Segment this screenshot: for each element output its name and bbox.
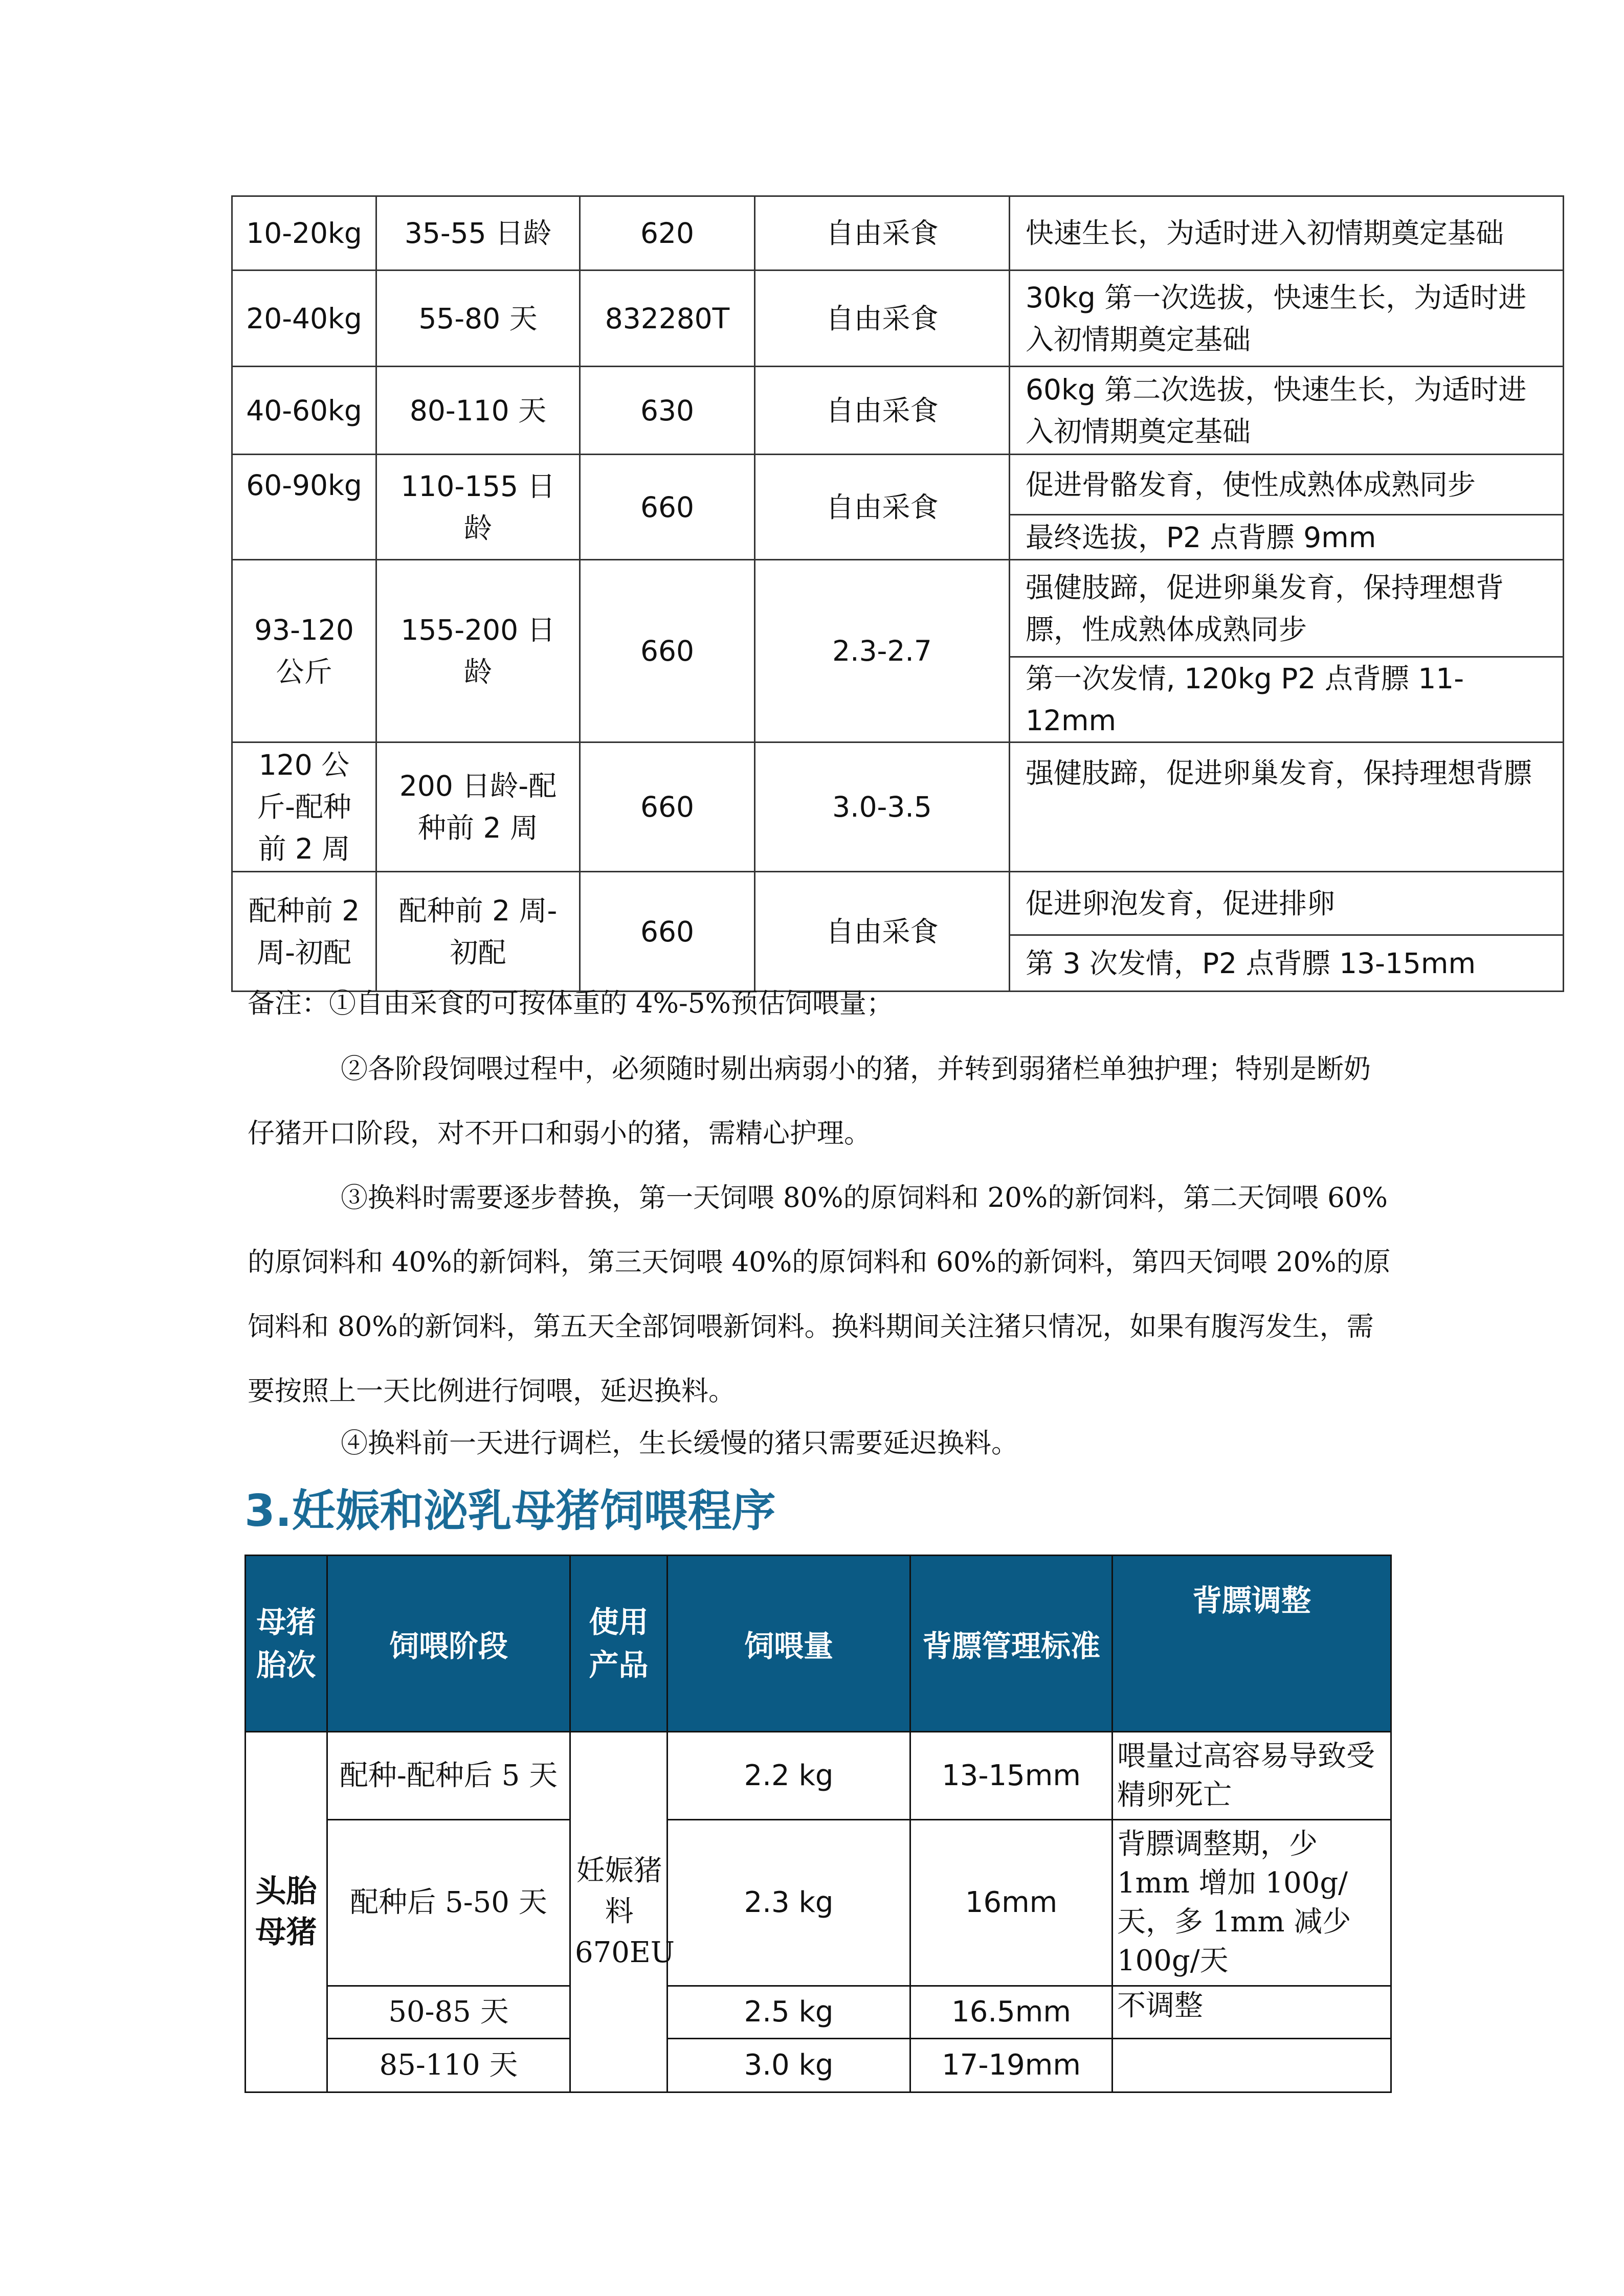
adjust-cell <box>1113 2039 1391 2092</box>
stage-cell: 50-85 天 <box>327 1986 570 2039</box>
goal-cell: 最终选拔，P2 点背膘 9mm <box>1010 515 1564 560</box>
age-cell: 200 日龄-配种前 2 周 <box>376 742 580 872</box>
product-cell: 620 <box>580 196 755 271</box>
goal-cell: 强健肢蹄，促进卵巢发育，保持理想背膘 <box>1010 742 1564 872</box>
age-cell: 35-55 日龄 <box>376 196 580 271</box>
amount-cell: 2.5 kg <box>668 1986 910 2039</box>
note-2: ②各阶段饲喂过程中，必须随时剔出病弱小的猪，并转到弱猪栏单独护理；特别是断奶仔猪开口阶段，对不开口和弱小的猪，需精心护理。 <box>248 1053 1371 1149</box>
header-backfat: 背膘管理标准 <box>910 1556 1113 1732</box>
weight-cell: 60-90kg <box>232 455 376 560</box>
goal-cell: 第 3 次发情，P2 点背膘 13-15mm <box>1010 935 1564 992</box>
table-row <box>232 271 1564 367</box>
goal-cell: 60kg 第二次选拔，快速生长，为适时进入初情期奠定基础 <box>1010 367 1564 455</box>
age-cell: 110-155 日龄 <box>376 455 580 560</box>
table-header-row <box>246 1556 1391 1732</box>
feed-cell: 自由采食 <box>755 196 1010 271</box>
product-cell: 832280T <box>580 271 755 367</box>
age-cell: 配种前 2 周-初配 <box>376 872 580 992</box>
product-cell: 妊娠猪料 670EU <box>570 1732 668 2092</box>
table-row <box>232 455 1564 515</box>
weight-cell: 10-20kg <box>232 196 376 271</box>
sow-feeding-table <box>244 1555 1392 2093</box>
table-row <box>246 1820 1391 1986</box>
table-row <box>232 560 1564 657</box>
weight-cell: 93-120 公斤 <box>232 560 376 742</box>
feed-cell: 自由采食 <box>755 367 1010 455</box>
age-cell: 55-80 天 <box>376 271 580 367</box>
note-1: 备注：①自由采食的可按体重的 4%-5%预估饲喂量； <box>248 988 894 1019</box>
weight-cell: 120 公斤-配种前 2 周 <box>232 742 376 872</box>
stage-cell: 配种后 5-50 天 <box>327 1820 570 1986</box>
goal-cell: 促进卵泡发育，促进排卵 <box>1010 872 1564 935</box>
feed-cell: 2.3-2.7 <box>755 560 1010 742</box>
note-3: ③换料时需要逐步替换，第一天饲喂 80%的原饲料和 20%的新饲料，第二天饲喂 60%的原饲料和 40%的新饲料，第三天饲喂 40%的原饲料和 60%的新饲料，第四天饲喂 20%的原饲料和 80%的新饲料，第五天全部饲喂新饲料。换料期间关注猪只情况，如果有腹泻发生，需要按照上一天比例进行饲喂，延迟换料。 <box>248 1182 1391 1407</box>
weight-cell: 配种前 2 周-初配 <box>232 872 376 992</box>
weight-cell: 20-40kg <box>232 271 376 367</box>
header-amount: 饲喂量 <box>668 1556 910 1732</box>
parity-cell: 头胎母猪 <box>246 1732 327 2092</box>
table-row <box>232 742 1564 872</box>
section-heading: 3.妊娠和泌乳母猪饲喂程序 <box>244 1485 776 1537</box>
table-row <box>232 872 1564 935</box>
product-cell: 660 <box>580 560 755 742</box>
age-cell: 155-200 日龄 <box>376 560 580 742</box>
adjust-cell: 背膘调整期，少 1mm 增加 100g/天，多 1mm 减少 100g/天 <box>1113 1820 1391 1986</box>
header-adjust: 背膘调整 <box>1113 1556 1391 1732</box>
goal-cell: 强健肢蹄，促进卵巢发育，保持理想背膘，性成熟体成熟同步 <box>1010 560 1564 657</box>
adjust-cell: 喂量过高容易导致受精卵死亡 <box>1113 1732 1391 1820</box>
note-4: ④换料前一天进行调栏，生长缓慢的猪只需要延迟换料。 <box>341 1428 1018 1459</box>
amount-cell: 2.3 kg <box>668 1820 910 1986</box>
table-row <box>246 2039 1391 2092</box>
adjust-cell: 不调整 <box>1113 1986 1391 2039</box>
gilt-feeding-table <box>231 195 1564 992</box>
goal-cell: 快速生长，为适时进入初情期奠定基础 <box>1010 196 1564 271</box>
product-cell: 660 <box>580 872 755 992</box>
feed-cell: 3.0-3.5 <box>755 742 1010 872</box>
header-parity: 母猪胎次 <box>246 1556 327 1732</box>
product-cell: 660 <box>580 455 755 560</box>
table-row <box>246 1986 1391 2039</box>
feed-cell: 自由采食 <box>755 271 1010 367</box>
weight-cell: 40-60kg <box>232 367 376 455</box>
amount-cell: 3.0 kg <box>668 2039 910 2092</box>
backfat-cell: 16mm <box>910 1820 1113 1986</box>
amount-cell: 2.2 kg <box>668 1732 910 1820</box>
header-stage: 饲喂阶段 <box>327 1556 570 1732</box>
header-product: 使用产品 <box>570 1556 668 1732</box>
backfat-cell: 17-19mm <box>910 2039 1113 2092</box>
goal-cell: 30kg 第一次选拔，快速生长，为适时进入初情期奠定基础 <box>1010 271 1564 367</box>
table-row <box>246 1732 1391 1820</box>
product-cell: 630 <box>580 367 755 455</box>
backfat-cell: 16.5mm <box>910 1986 1113 2039</box>
feed-cell: 自由采食 <box>755 872 1010 992</box>
feed-cell: 自由采食 <box>755 455 1010 560</box>
backfat-cell: 13-15mm <box>910 1732 1113 1820</box>
goal-cell: 第一次发情, 120kg P2 点背膘 11-12mm <box>1010 657 1564 742</box>
stage-cell: 85-110 天 <box>327 2039 570 2092</box>
product-cell: 660 <box>580 742 755 872</box>
table-row <box>232 367 1564 455</box>
stage-cell: 配种-配种后 5 天 <box>327 1732 570 1820</box>
table-row <box>232 196 1564 271</box>
goal-cell: 促进骨骼发育，使性成熟体成熟同步 <box>1010 455 1564 515</box>
age-cell: 80-110 天 <box>376 367 580 455</box>
